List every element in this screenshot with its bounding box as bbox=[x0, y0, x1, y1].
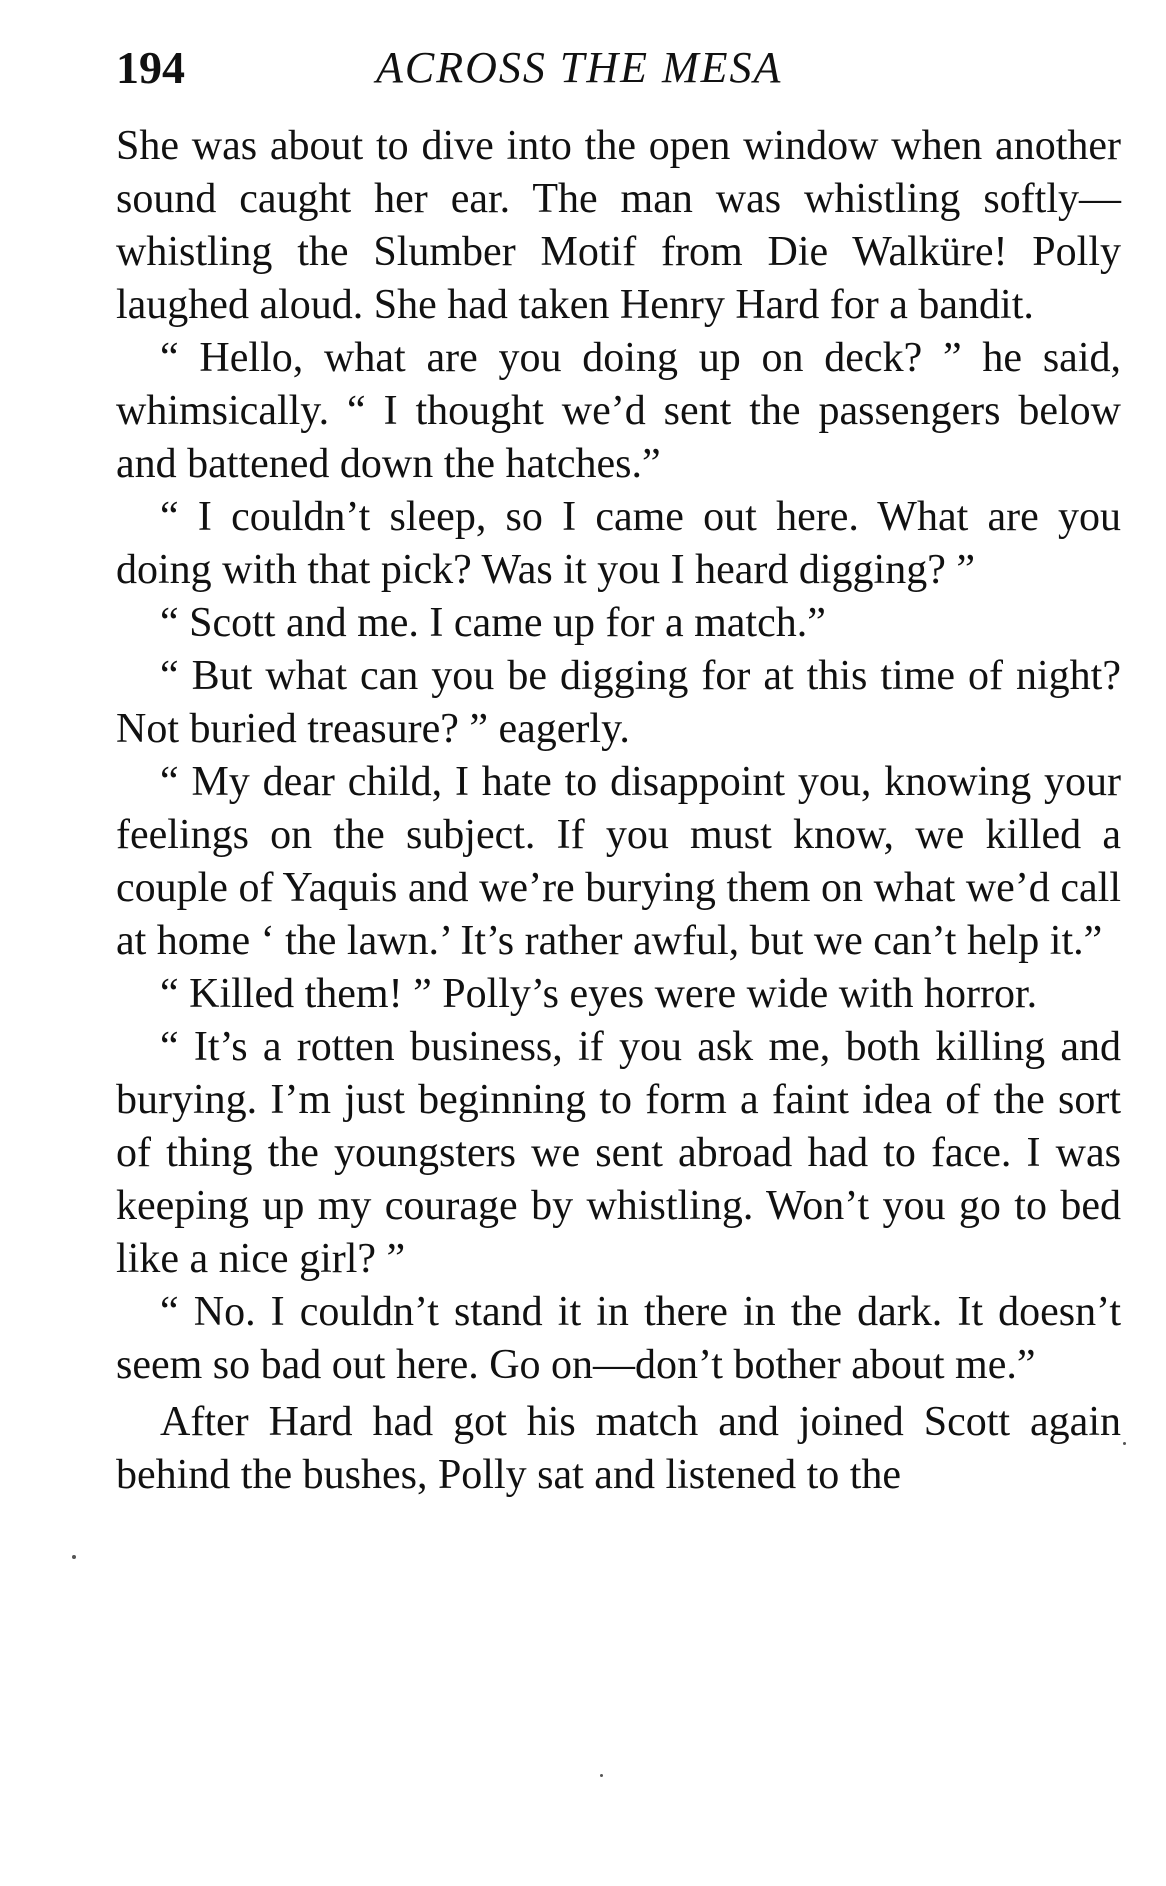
paragraph: “ Killed them! ” Polly’s eyes were wide with horror. bbox=[160, 971, 1038, 1017]
scan-speck bbox=[72, 1555, 76, 1559]
running-title: ACROSS THE MESA bbox=[376, 43, 783, 92]
body-text bbox=[116, 120, 1121, 1502]
paragraph: “ But what can you be digging for at this time of night? Not buried treasure? ” eagerly. bbox=[116, 653, 1121, 752]
paragraph: “ I couldn’t sleep, so I came out here. What are you doing with that pick? Was it you I heard digging? ” bbox=[116, 494, 1121, 593]
scan-speck bbox=[600, 1774, 603, 1777]
paragraph: “ Scott and me. I came up for a match.” bbox=[160, 600, 826, 646]
paragraph: “ My dear child, I hate to disappoint you, knowing your feelings on the subject. If you must know, we killed a couple of Yaquis and we’re burying them on what we’d call at home ‘ the lawn.’ It’s rather awful, but we can’t help it.” bbox=[116, 759, 1121, 964]
paragraph: After Hard had got his match and joined Scott again behind the bushes, Polly sat and listened to the bbox=[116, 1399, 1121, 1498]
page-number: 194 bbox=[116, 42, 185, 93]
scan-speck bbox=[1123, 1442, 1126, 1445]
paragraph: She was about to dive into the open window when another sound caught her ear. The man was whistling softly—whistling the Slumber Motif from Die Walküre! Polly laughed aloud. She had taken Henry Hard for a bandit. bbox=[116, 123, 1121, 328]
paragraph: “ No. I couldn’t stand it in there in the dark. It doesn’t seem so bad out here. Go on—don’t bother about me.” bbox=[116, 1289, 1121, 1388]
running-header bbox=[116, 38, 1121, 98]
paragraph: “ It’s a rotten business, if you ask me, both killing and burying. I’m just beginning to form a faint idea of the sort of thing the youngsters we sent abroad had to face. I was keeping up my courage by whistling. Won’t you go to bed like a nice girl? ” bbox=[116, 1024, 1121, 1282]
paragraph: “ Hello, what are you doing up on deck? ” he said, whimsically. “ I thought we’d sent the passengers below and battened down the hatches.” bbox=[116, 335, 1121, 487]
